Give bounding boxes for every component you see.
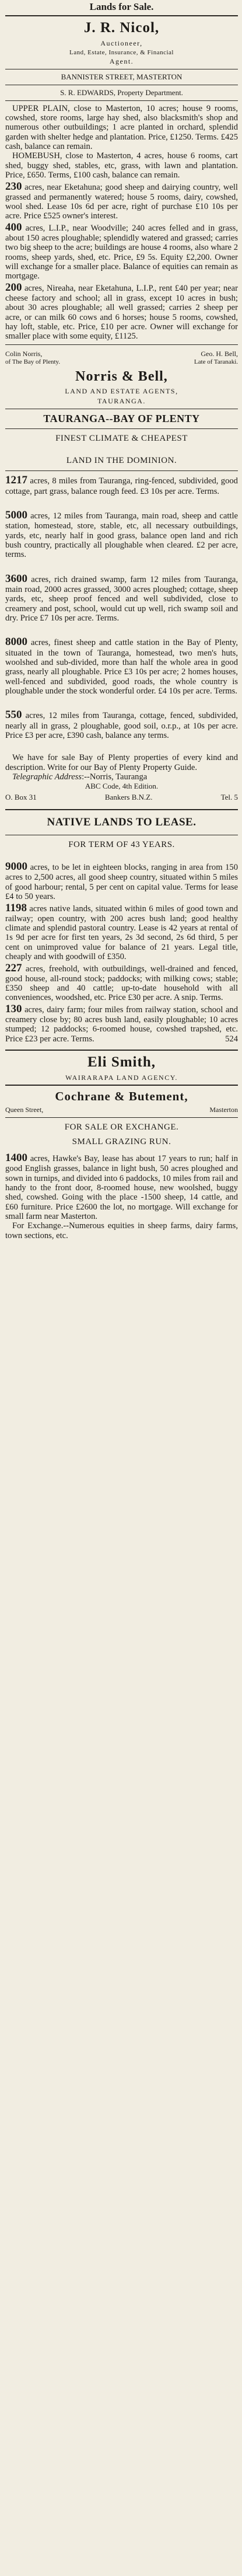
norris-guide: We have for sale Bay of Plenty properties of every kind and description. Write for our Bay of Plenty Property Guide.	[5, 753, 238, 772]
listing-9000: 9000 acres, to be let in eighteen blocks, ranging in area from 150 acres to 2,500 acres, all good sheep country, situated within 5 miles of good harbour; rental, 5 per cent on capital value. Terms for lease £4 to 50 years.	[5, 860, 238, 902]
listing-8000: 8000 acres, finest sheep and cattle station in the Bay of Plenty, situated in the town of Tauranga, homestead, two men's huts, woolshed and sub-divided, more than half the whole area in good grass, nearly all ploughable. Price £3 10s per acre; 2 homes houses, well-fenced and subdivided, good roads, the whole country is ploughable under the stock wonderful order. £4 10s per acre. Terms.	[5, 636, 238, 696]
norris-climate: FINEST CLIMATE & CHEAPEST	[55, 434, 188, 444]
listing-3600: 3600 acres, rich drained swamp, farm 12 miles from Tauranga, main road, 2000 acres grassed, 3000 acres ploughed; cottage, sheep yards, etc, sheep proof fenced and well subdivided, close to creamery and post, school, would cut up well, rich swamp soil and dry. Price £7 10s per acre. Terms.	[5, 572, 238, 623]
listing-550: 550 acres, 12 miles from Tauranga, cottage, fenced, subdivided, nearly all in grass, 2 ploughable, good soil, o.r.p., at 10s per acre. Price £3 per acre, £390 cash, balance any terms.	[5, 709, 238, 740]
cochrane-address: Queen Street, Masterton	[5, 1105, 238, 1114]
listing-1198: 1198 acres native lands, situated within 6 miles of good town and railway; open country, with 200 acres bush land; good healthy climate and splendid pastoral country. Lease is 42 years at rental of 1s 9d per acre for first ten years, 2s 3d second, 2s 6d third, 5 per cent on unimproved value for balance of 21 years. Legal title, cheaply and with goodwill of £350.	[5, 901, 238, 962]
listing-acreage: 400	[5, 221, 22, 233]
norris-bell-ad	[5, 369, 238, 802]
divider	[5, 1050, 238, 1051]
cochrane-exchange: For Exchange.--Numerous equities in sheep farms, dairy farms, town sections, etc.	[5, 1221, 238, 1240]
listing-227: 227 acres, freehold, with outbuildings, well-drained and fenced, good house, all-round stock; paddocks; with milking cows; stable; £350 sheep and 40 cattle; up-to-date household with all conveniences, woodshed, etc. Price £30 per acre. A snip. Terms.	[5, 961, 238, 1003]
norris-line1: LAND AND ESTATE AGENTS,	[65, 387, 178, 396]
nicol-ad	[5, 20, 238, 365]
po-box: O. Box 31	[5, 793, 37, 802]
listing-130: 130 acres, dairy farm; four miles from railway station, school and creamery close by; 80 acres bush land, easily ploughable; 10 acres stumped; 12 paddocks; 6-roomed house, cowshed trapshed, etc. Price £23 per acre. Terms. 524	[5, 1002, 239, 1044]
norris-telegraphic: Telegraphic Address:--Norris, Tauranga	[12, 772, 148, 782]
cochrane-for-sale: FOR SALE OR EXCHANGE.	[64, 1122, 179, 1132]
partner-bell: Geo. H. Bell, Late of Taranaki.	[194, 349, 238, 365]
telephone: Tel. 5	[220, 793, 238, 802]
listing-nireaha: 200 acres, Nireaha, near Eketahuna, L.I.P., rent £40 per year; near cheese factory and school; all in grass, except 10 acres in bush; about 30 acres ploughable; all well grassed; carries 2 sheep per acre, or can milk 60 cows and 6 horses; house 5 rooms, cowshed, hay loft, stable, etc. Price, £10 per acre. Owner will exchange for smaller place with some equity, £1125.	[5, 281, 238, 341]
divider	[5, 15, 238, 16]
divider	[5, 344, 238, 345]
native-term: FOR TERM OF 43 YEARS.	[68, 840, 175, 850]
listing-5000: 5000 acres, 12 miles from Tauranga, main road, sheep and cattle station, homestead, store, stable, etc, all necessary outbuildings, yards, etc, nearly half in good grass, balance open land and rich bush country, practically all ploughable when cleared. £2 per acre, terms.	[5, 508, 238, 560]
cochrane-ad	[5, 1089, 238, 1240]
nicol-street: BANNISTER STREET, MASTERTON	[61, 72, 183, 81]
nicol-services: Land, Estate, Insurance, & Financial	[69, 48, 174, 56]
listing-1217: 1217 acres, 8 miles from Tauranga, ring-fenced, subdivided, good cottage, part grass, balance rough feed. £3 10s per acre. Terms.	[5, 474, 238, 496]
section-title: Lands for Sale.	[89, 1, 154, 12]
norris-contact-row	[5, 793, 238, 802]
listing-eketahuna: 230 acres, near Eketahuna; good sheep and dairying country, well grassed and permanently watered; house 5 rooms, dairy, cowshed, wool shed. Lease 10s 6d per acre, right of purchase £10 10s per acre. Price £525 owner's interest.	[5, 180, 238, 221]
listing-acreage: 230	[5, 180, 22, 193]
norris-line2: TAURANGA.	[97, 397, 146, 406]
listing-acreage: 200	[5, 281, 22, 294]
cochrane-small-run: SMALL GRAZING RUN.	[72, 1137, 171, 1146]
native-lands-ad	[5, 816, 238, 1044]
divider	[5, 470, 238, 471]
nicol-name: J. R. Nicol,	[83, 20, 160, 36]
norris-banner: TAURANGA--BAY OF PLENTY	[43, 413, 200, 425]
listing-upper-plain: UPPER PLAIN, close to Masterton, 10 acres; house 9 rooms, cowshed, store rooms, large hay shed, also blacksmith's shop and numerous other outbuildings; 1 acre planted in orchard, splendid garden with shelter hedge and plantation. Price, £1250. Terms. £425 cash, balance can remain.	[5, 103, 238, 152]
eli-name: Eli Smith,	[87, 1054, 156, 1071]
nicol-title: Auctioneer,	[100, 39, 143, 47]
divider	[5, 428, 238, 429]
nicol-agent: Agent.	[109, 57, 134, 65]
bankers: Bankers B.N.Z.	[104, 793, 153, 802]
norris-name: Norris & Bell,	[75, 368, 168, 384]
cochrane-name: Cochrane & Butement,	[55, 1089, 188, 1103]
listing-homebush: HOMEBUSH, close to Masterton, 4 acres, house 6 rooms, cart shed, buggy shed, stables, etc, grass, with lawn and plantation. Price, £650. Terms, £100 cash, balance can remain.	[5, 151, 238, 180]
eli-smith-ad	[5, 1054, 238, 1082]
native-title: NATIVE LANDS TO LEASE.	[47, 816, 197, 829]
partners-row	[5, 350, 238, 365]
eli-agency: WAIRARAPA LAND AGENCY.	[65, 1073, 178, 1082]
listing-1400: 1400 acres, Hawke's Bay, lease has about 17 years to run; half in good English grasses, balance in light bush, 50 acres ploughed and sown in turnips, and divided into 6 paddocks, 10 miles from rail and handy to the front door, 8-roomed house, new woolshed, buggy shed, cowshed. Going with the place -1500 sheep, 14 cattle, and £60 furniture. Price £2600 the lot, no mortgage. Will exchange for small farm near Masterton.	[5, 1151, 238, 1221]
divider	[5, 809, 238, 810]
partner-norris: Colin Norris, of The Bay of Plenty.	[5, 349, 61, 365]
divider	[5, 100, 238, 101]
norris-code: ABC Code, 4th Edition.	[85, 782, 159, 791]
listing-woodville: 400 acres, L.I.P., near Woodville; 240 acres felled and in grass, about 150 acres ploughable; splendidly watered and grassed; carries two big sheep to the acre; buildings are house 4 rooms, also whare 2 rooms, sheep yards, shed, etc. Price, £9 5s. Equity £2,200. Owner will exchange for a smaller place. Balance of equities can remain as mortgage.	[5, 221, 238, 281]
divider	[5, 1117, 238, 1118]
divider	[5, 1085, 238, 1086]
norris-dominion: LAND IN THE DOMINION.	[66, 456, 177, 466]
nicol-manager: S. R. EDWARDS, Property Department.	[60, 88, 183, 97]
